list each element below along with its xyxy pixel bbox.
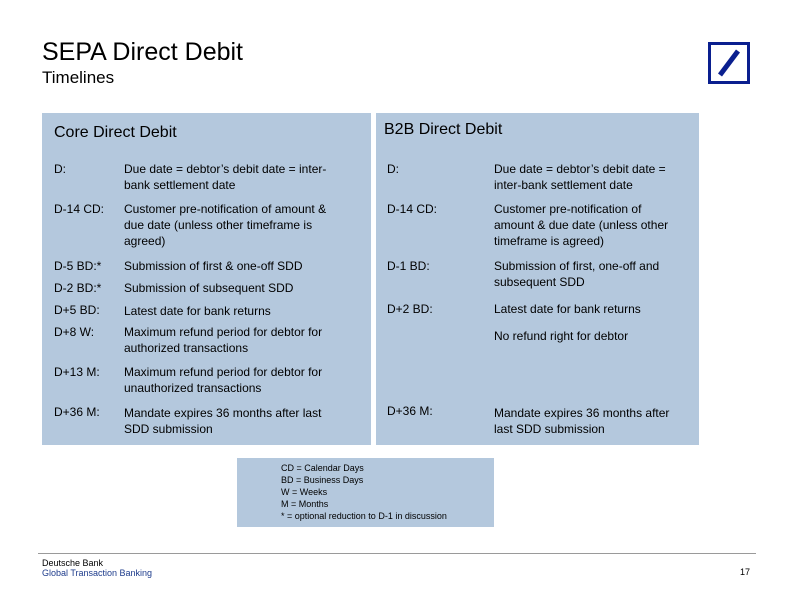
legend-item: * = optional reduction to D-1 in discussion (281, 511, 447, 521)
page-subtitle: Timelines (42, 68, 115, 87)
legend-item: M = Months (281, 499, 329, 509)
page-title: SEPA Direct Debit (42, 38, 244, 66)
page-number: 17 (740, 567, 751, 577)
core-direct-debit-panel (42, 113, 371, 445)
core-row-value: Latest date for bank returns (124, 304, 271, 318)
core-row-value: Submission of first & one-off SDD (124, 259, 303, 273)
footer-division: Global Transaction Banking (42, 568, 153, 578)
core-row-value: Due date = debtor’s debit date = inter- bank settlement date (124, 162, 327, 192)
b2b-row-value: Due date = debtor’s debit date = inter-bank settlement date (494, 162, 666, 192)
b2b-row-key: D-1 BD: (387, 259, 430, 273)
core-row-key: D-5 BD:* (54, 259, 102, 273)
core-row-key: D+5 BD: (54, 303, 100, 317)
core-heading: Core Direct Debit (54, 124, 177, 141)
footer-company: Deutsche Bank (42, 558, 104, 568)
core-row-value: Submission of subsequent SDD (124, 281, 294, 295)
b2b-row-key: D+36 M: (387, 404, 433, 418)
b2b-row-value: Mandate expires 36 months after last SDD submission (494, 406, 670, 436)
b2b-row-value: Customer pre-notification of amount & due date (unless other timeframe is agreed) (494, 202, 669, 248)
b2b-row-key: D: (387, 162, 399, 176)
core-row-key: D-14 CD: (54, 202, 105, 216)
b2b-row-key: D-14 CD: (387, 202, 438, 216)
legend-item: BD = Business Days (281, 475, 364, 485)
core-row-value: Maximum refund period for debtor for authorized transactions (124, 325, 323, 355)
core-row-key: D+8 W: (54, 325, 95, 339)
core-row-value: Maximum refund period for debtor for unauthorized transactions (124, 365, 323, 395)
b2b-row-value: Submission of first, one-off and subsequent SDD (494, 259, 660, 289)
core-row-key: D-2 BD:* (54, 281, 102, 295)
deutsche-bank-logo-icon (708, 42, 750, 84)
legend-item: CD = Calendar Days (281, 463, 364, 473)
core-row-value: Customer pre-notification of amount & due date (unless other timeframe is agreed) (124, 202, 327, 248)
core-row-key: D: (54, 162, 66, 176)
core-row-key: D+36 M: (54, 405, 100, 419)
b2b-row-value: No refund right for debtor (494, 329, 629, 343)
core-row-value: Mandate expires 36 months after last SDD submission (124, 406, 322, 436)
core-row-key: D+13 M: (54, 365, 100, 379)
b2b-heading: B2B Direct Debit (384, 121, 503, 138)
b2b-direct-debit-panel (376, 113, 699, 445)
b2b-row-value: Latest date for bank returns (494, 302, 641, 316)
footer-divider (38, 553, 756, 554)
abbreviation-legend (237, 458, 494, 527)
legend-item: W = Weeks (281, 487, 328, 497)
b2b-row-key: D+2 BD: (387, 302, 433, 316)
